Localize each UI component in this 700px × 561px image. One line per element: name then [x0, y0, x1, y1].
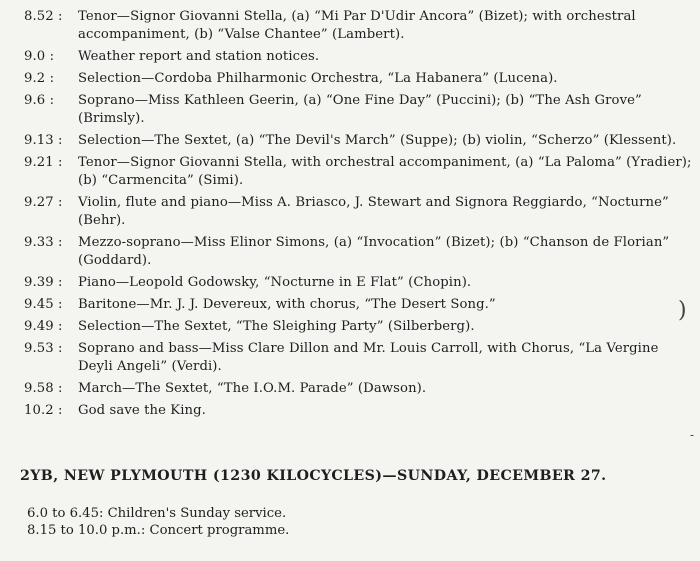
program-entry — [24, 274, 694, 292]
entry-text: God save the King. — [78, 403, 206, 418]
entry-time: 9.45 : — [24, 297, 63, 312]
program-entry — [24, 296, 694, 314]
entry-text: Violin, flute and piano—Miss A. Briasco, J. Stewart and Signora Reggiardo, “Nocturne” (Behr). — [78, 195, 669, 228]
entry-text: Soprano—Miss Kathleen Geerin, (a) “One Fine Day” (Puccini); (b) “The Ash Grove” (Brimsly). — [78, 93, 642, 126]
entry-time: 9.2 : — [24, 71, 55, 86]
entry-time: 9.13 : — [24, 133, 63, 148]
program-entry — [24, 380, 694, 398]
program-entry — [24, 340, 694, 376]
entry-text: Baritone—Mr. J. J. Devereux, with chorus, “The Desert Song.” — [78, 297, 496, 312]
program-entry — [24, 48, 694, 66]
station-heading: 2YB, NEW PLYMOUTH (1230 KILOCYCLES)—SUNDAY, DECEMBER 27. — [20, 468, 607, 484]
entry-time: 9.49 : — [24, 319, 63, 334]
program-entry — [24, 154, 694, 190]
program-entry — [24, 234, 694, 270]
entry-text: Selection—The Sextet, “The Sleighing Party” (Silberberg). — [78, 319, 475, 334]
entry-text: Piano—Leopold Godowsky, “Nocturne in E Flat” (Chopin). — [78, 275, 472, 290]
entry-time: 10.2 : — [24, 403, 63, 418]
program-listing — [24, 8, 694, 424]
entry-time: 9.21 : — [24, 155, 63, 170]
entry-time: 9.6 : — [24, 93, 55, 108]
entry-time: 9.58 : — [24, 381, 63, 396]
entry-time: 9.0 : — [24, 49, 55, 64]
entry-text: March—The Sextet, “The I.O.M. Parade” (Dawson). — [78, 381, 427, 396]
program-entry — [24, 70, 694, 88]
margin-bracket-mark: ) — [678, 298, 687, 323]
program-entry — [24, 92, 694, 128]
entry-time: 9.33 : — [24, 235, 63, 250]
entry-text: Soprano and bass—Miss Clare Dillon and Mr. Louis Carroll, with Chorus, “La Vergine Deyli Angeli” (Verdi). — [78, 341, 659, 374]
schedule-line: 6.0 to 6.45: Children's Sunday service. — [27, 506, 287, 521]
program-entry — [24, 132, 694, 150]
entry-text: Tenor—Signor Giovanni Stella, with orchestral accompaniment, (a) “La Paloma” (Yradier); (b) “Carmencita” (Simi). — [78, 155, 692, 188]
entry-time: 9.27 : — [24, 195, 63, 210]
program-entry — [24, 8, 694, 44]
margin-dash-mark: - — [690, 428, 695, 442]
program-entry — [24, 402, 694, 420]
schedule-line: 8.15 to 10.0 p.m.: Concert programme. — [27, 523, 290, 538]
entry-text: Mezzo-soprano—Miss Elinor Simons, (a) “Invocation” (Bizet); (b) “Chanson de Florian” (Goddard). — [78, 235, 670, 268]
entry-time: 8.52 : — [24, 9, 63, 24]
entry-time: 9.53 : — [24, 341, 63, 356]
entry-text: Selection—Cordoba Philharmonic Orchestra, “La Habanera” (Lucena). — [78, 71, 558, 86]
program-entry — [24, 194, 694, 230]
program-entry — [24, 318, 694, 336]
entry-text: Tenor—Signor Giovanni Stella, (a) “Mi Par D'Udir Ancora” (Bizet); with orchestral accompaniment, (b) “Valse Chantee” (Lambert). — [78, 9, 636, 42]
entry-text: Weather report and station notices. — [78, 49, 320, 64]
station-schedule — [27, 505, 289, 539]
entry-time: 9.39 : — [24, 275, 63, 290]
entry-text: Selection—The Sextet, (a) “The Devil's March” (Suppe); (b) violin, “Scherzo” (Klessent). — [78, 133, 677, 148]
